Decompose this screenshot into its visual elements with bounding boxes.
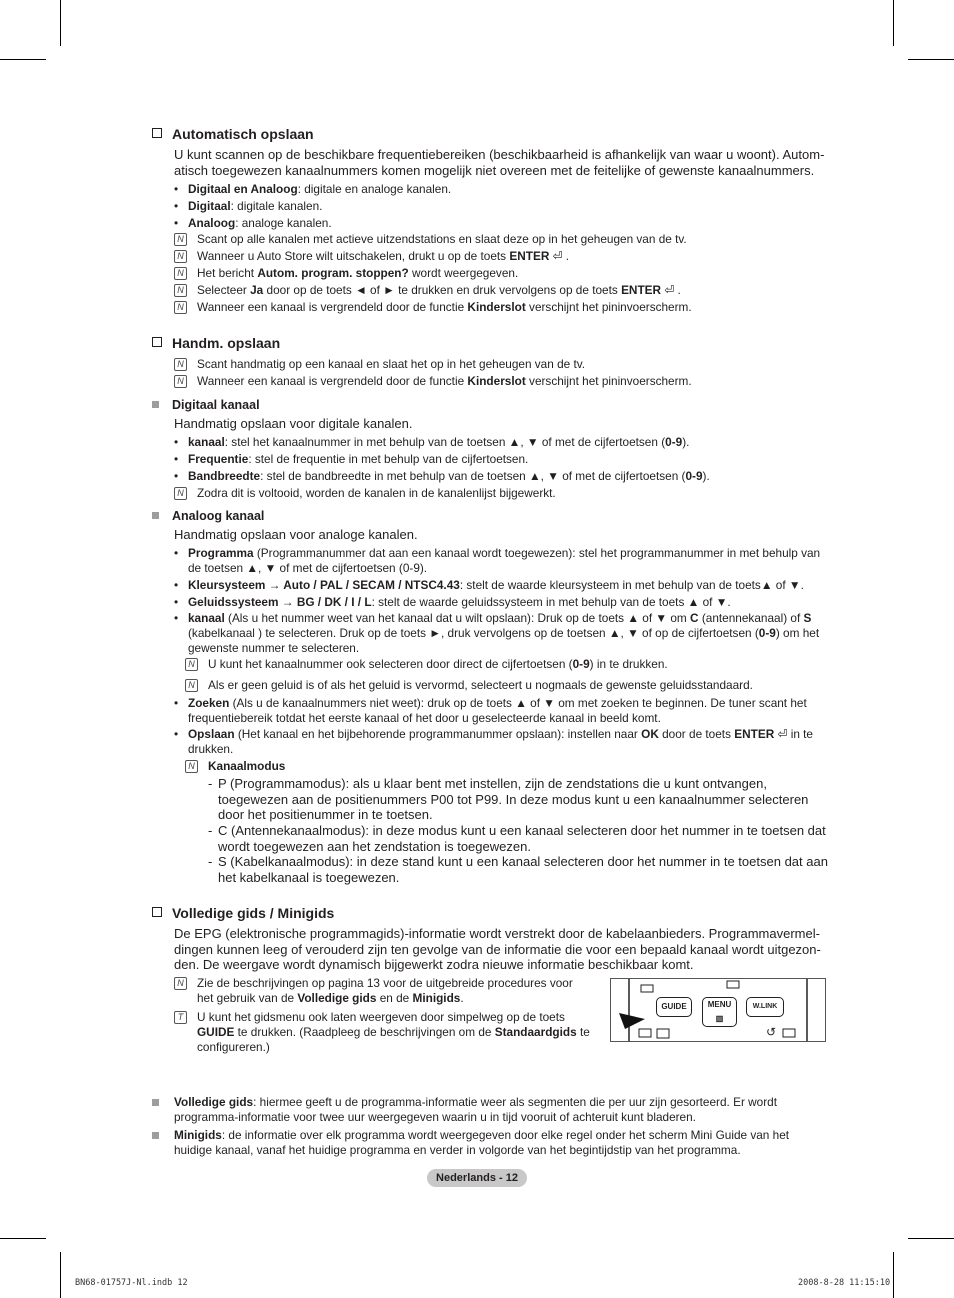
note-item: T U kunt het gidsmenu ook laten weergeven door simpelweg op de toets GUIDE te drukken. (Raadpleeg de beschrijvingen om de Standaardgids te configureren.)	[197, 1010, 592, 1055]
square-bullet-icon	[152, 1099, 159, 1106]
dash-item: - S (Kabelkanaalmodus): in deze stand kunt u een kanaal selecteren door het nummer in te toetsen dat aan het kabelkanaal is toegewezen.	[208, 854, 828, 885]
enter-key-icon: ⏎	[549, 249, 563, 263]
crop-mark	[893, 0, 894, 46]
guide-button[interactable]: GUIDE	[656, 997, 692, 1017]
note-icon: N	[174, 267, 187, 280]
note-icon: N	[174, 487, 187, 500]
enter-key-icon: ⏎	[774, 727, 788, 741]
note-icon: N	[185, 658, 198, 671]
note-item: N Kanaalmodus	[208, 759, 848, 774]
note-item: N Scant handmatig op een kanaal en slaat het op in het geheugen van de tv.	[197, 357, 837, 372]
bullet-item: • Digitaal: digitale kanalen.	[188, 199, 828, 214]
analog-channel-title: Analoog kanaal	[152, 509, 264, 523]
crop-mark	[893, 1252, 894, 1298]
note-item: N Wanneer een kanaal is vergrendeld door de functie Kinderslot verschijnt het pininvoerscherm.	[197, 374, 837, 389]
bullet-item: • Opslaan (Het kanaal en het bijbehorende programmanummer opslaan): instellen naar OK door de toets ENTER ⏎ in te drukken.	[188, 727, 828, 757]
note-item: N Het bericht Autom. program. stoppen? wordt weergegeven.	[197, 266, 837, 281]
remote-illustration	[610, 978, 826, 1042]
note-icon: N	[174, 301, 187, 314]
section-auto-store-title: Automatisch opslaan	[152, 126, 314, 142]
menu-button[interactable]: MENU ▥	[702, 997, 737, 1027]
auto-store-intro: U kunt scannen op de beschikbare frequentiebereiken (beschikbaarheid is afhankelijk van waar u woont). Automatisch toegewezen kanaalnummers komen mogelijk niet overeen met de feitelijke of gewenste kanaalnummers.	[174, 147, 825, 178]
bullet-item: • Programma (Programmanummer dat aan een kanaal wordt toegewezen): stel het programmanummer in met behulp van de toetsen ▲, ▼ of met de cijfertoetsen (0-9).	[188, 546, 828, 576]
bullet-item: • kanaal (Als u het nummer weet van het kanaal dat u wilt opslaan): Druk op de toets ▲ of ▼ om C (antennekanaal) of S (kabelkanaal ) te selecteren. Druk op de toets ►, druk vervolgens op de toetsen ▲, ▼ of op de cijfertoetsen (0-9) om het gewenste nummer te selecteren.	[188, 611, 828, 656]
crop-mark	[908, 1238, 954, 1239]
checkbox-icon	[152, 128, 162, 138]
crop-mark	[0, 59, 46, 60]
note-icon: N	[174, 375, 187, 388]
section-manual-store-title: Handm. opslaan	[152, 335, 280, 351]
bullet-item: • Bandbreedte: stel de bandbreedte in met behulp van de toetsen ▲, ▼ of met de cijfertoetsen (0-9).	[188, 469, 828, 484]
print-info-left: BN68-01757J-Nl.indb 12	[75, 1278, 188, 1288]
crop-mark	[908, 59, 954, 60]
bullet-item: • Analoog: analoge kanalen.	[188, 216, 828, 231]
tip-icon: T	[174, 1011, 187, 1024]
square-bullet-icon	[152, 401, 159, 408]
mini-guide-item: Minigids: de informatie over elk programma wordt weergegeven door elke regel onder het scherm Mini Guide van het huidige kanaal, vanaf het huidige programma en verder in volgorde van het begintijdstip van het programma.	[152, 1128, 802, 1158]
square-bullet-icon	[152, 512, 159, 519]
guide-intro: De EPG (elektronische programmagids)-informatie wordt verstrekt door de kabelaanbieders. Programmavermeldingen kunnen leeg of verouderd zijn ten gevolge van de informatie die voor een bepaald kanaal wordt uitgezonden. De weergave wordt dynamisch bijgewerkt zodra nieuwe informatie beschikbaar komt.	[174, 926, 821, 972]
digital-channel-intro: Handmatig opslaan voor digitale kanalen.	[174, 416, 413, 431]
note-item: N Wanneer een kanaal is vergrendeld door de functie Kinderslot verschijnt het pininvoerscherm.	[197, 300, 837, 315]
bullet-item: • Zoeken (Als u de kanaalnummers niet weet): druk op de toets ▲ of ▼ om met zoeken te beginnen. De tuner scant het frequentiebereik totdat het eerste kanaal of het door u geselecteerde kanaal in beeld komt.	[188, 696, 828, 726]
crop-mark	[60, 1252, 61, 1298]
note-item: N Zodra dit is voltooid, worden de kanalen in de kanalenlijst bijgewerkt.	[197, 486, 837, 501]
page-number-badge: Nederlands - 12	[427, 1169, 527, 1187]
crop-mark	[60, 0, 61, 46]
full-guide-item: Volledige gids: hiermee geeft u de programma-informatie weer als segmenten die per uur zijn gesorteerd. Er wordt programma-informatie voor twee uur weergegeven waarin u in tijd vooruit of achteruit kunt bladeren.	[152, 1095, 802, 1125]
square-bullet-icon	[152, 1132, 159, 1139]
note-icon: N	[185, 679, 198, 692]
analog-channel-intro: Handmatig opslaan voor analoge kanalen.	[174, 527, 418, 542]
bullet-item: • Geluidssysteem → BG / DK / I / L: stelt de waarde geluidssysteem in met behulp van de toets ▲ of ▼.	[188, 595, 828, 610]
note-icon: N	[174, 358, 187, 371]
bullet-item: • Kleursysteem → Auto / PAL / SECAM / NTSC4.43: stelt de waarde kleursysteem in met behulp van de toets▲ of ▼.	[188, 578, 828, 593]
enter-key-icon: ⏎	[661, 283, 675, 297]
note-icon: N	[174, 250, 187, 263]
note-icon: N	[174, 977, 187, 990]
bullet-item: • kanaal: stel het kanaalnummer in met behulp van de toetsen ▲, ▼ of met de cijfertoetsen (0-9).	[188, 435, 828, 450]
bullet-item: • Digitaal en Analoog: digitale en analoge kanalen.	[188, 182, 828, 197]
digital-channel-title: Digitaal kanaal	[152, 398, 260, 412]
return-icon: ↺	[766, 1025, 777, 1039]
note-icon: N	[174, 284, 187, 297]
menu-icon: ▥	[715, 1014, 724, 1023]
dash-item: - C (Antennekanaalmodus): in deze modus kunt u een kanaal selecteren door het nummer in te toetsen dat wordt toegewezen aan het zendstation is toegewezen.	[208, 823, 826, 854]
note-item: N U kunt het kanaalnummer ook selecteren door direct de cijfertoetsen (0-9) in te drukken.	[208, 657, 848, 672]
print-info-right: 2008-8-28 11:15:10	[798, 1278, 891, 1288]
bullet-item: • Frequentie: stel de frequentie in met behulp van de cijfertoetsen.	[188, 452, 828, 467]
note-item: N Scant op alle kanalen met actieve uitzendstations en slaat deze op in het geheugen van de tv.	[197, 232, 837, 247]
dash-item: - P (Programmamodus): als u klaar bent met instellen, zijn de zendstations die u kunt ontvangen, toegewezen aan de positienummers P00 tot P99. In deze modus kunt u een kanaalnummer selecteren door het positienummer in te toetsen.	[208, 776, 809, 822]
checkbox-icon	[152, 337, 162, 347]
note-item: N Als er geen geluid is of als het geluid is vervormd, selecteert u nogmaals de gewenste geluidsstandaard.	[208, 678, 848, 693]
note-item: N Selecteer Ja door op de toets ◄ of ► te drukken en druk vervolgens op de toets ENTER ⏎ .	[197, 283, 837, 298]
wlink-button[interactable]: W.LINK	[746, 997, 784, 1017]
note-icon: N	[185, 760, 198, 773]
note-item: N Wanneer u Auto Store wilt uitschakelen, drukt u op de toets ENTER ⏎ .	[197, 249, 837, 264]
note-icon: N	[174, 233, 187, 246]
checkbox-icon	[152, 907, 162, 917]
crop-mark	[0, 1238, 46, 1239]
section-guide-title: Volledige gids / Minigids	[152, 905, 334, 921]
note-item: N Zie de beschrijvingen op pagina 13 voor de uitgebreide procedures voor het gebruik van de Volledige gids en de Minigids.	[197, 976, 587, 1006]
